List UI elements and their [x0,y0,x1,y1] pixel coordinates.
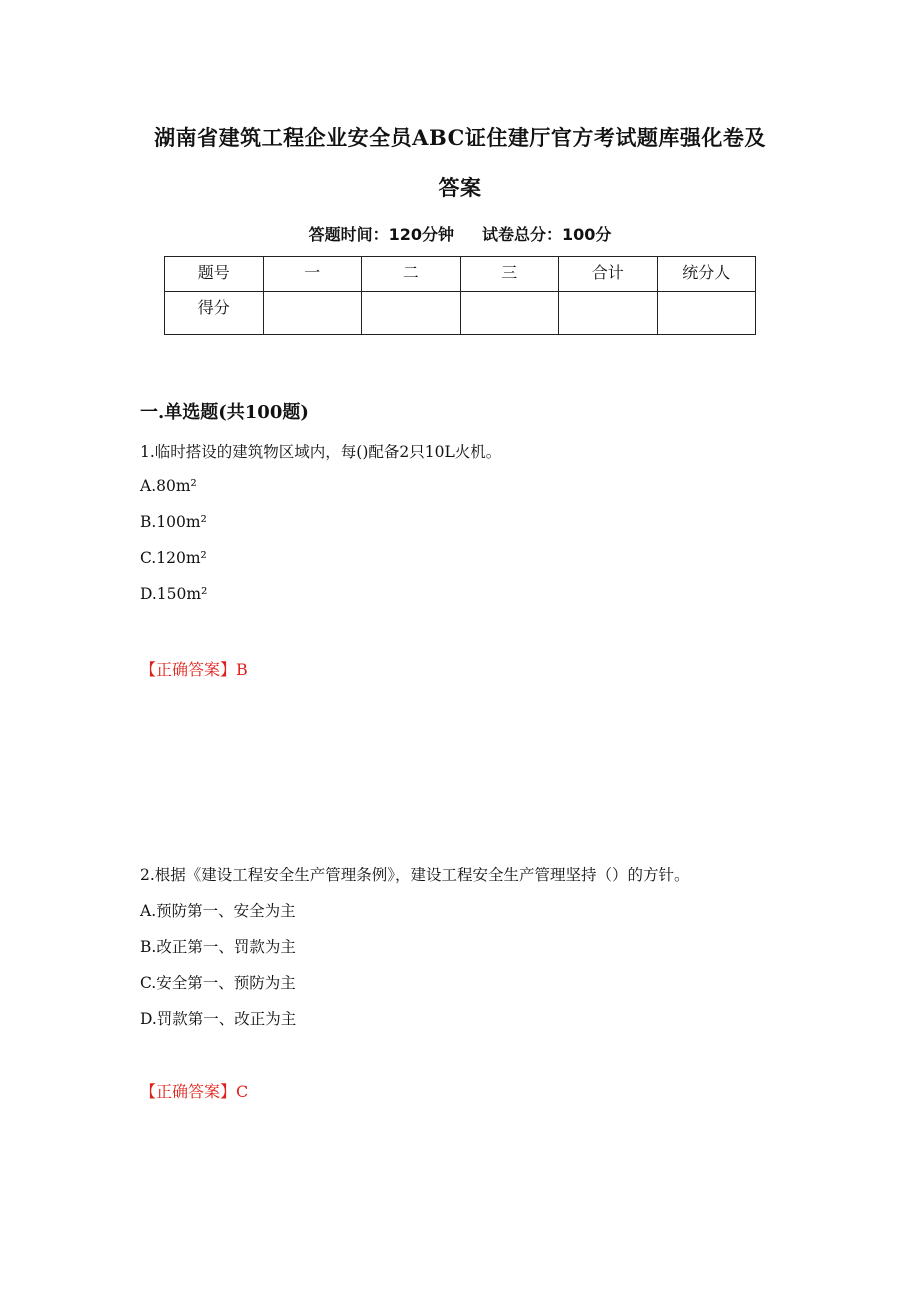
exam-duration: 答题时间：120分钟 [308,225,454,244]
score-cell-scorer [657,292,756,335]
score-cell-part-2 [362,292,461,335]
question-1-option-d: D.150m² [140,585,208,603]
header-cell-question-number: 题号 [165,257,264,292]
score-cell-total [559,292,658,335]
exam-total-score: 试卷总分：100分 [482,225,612,244]
question-2-option-a: A.预防第一、安全为主 [140,902,296,920]
score-table [164,256,756,335]
question-2-option-d: D.罚款第一、改正为主 [140,1010,297,1028]
header-cell-total: 合计 [559,257,658,292]
question-1-option-b: B.100m² [140,513,207,531]
question-1-option-a: A.80m² [140,477,197,495]
question-2-option-c: C.安全第一、预防为主 [140,974,296,992]
score-cell-part-1 [263,292,362,335]
row-label-score: 得分 [165,292,264,335]
header-cell-scorer: 统分人 [657,257,756,292]
score-table-header-row [165,257,756,292]
document-title-continued: 答案 [438,175,482,200]
score-cell-part-3 [460,292,559,335]
question-2-answer: 【正确答案】C [140,1082,249,1101]
score-table-score-row [165,292,756,335]
header-cell-part-1: 一 [263,257,362,292]
header-cell-part-3: 三 [460,257,559,292]
question-2-option-b: B.改正第一、罚款为主 [140,938,296,956]
section-title: 一.单选题(共100题) [140,402,309,423]
document-title: 湖南省建筑工程企业安全员ABC证住建厅官方考试题库强化卷及 [154,125,766,150]
question-1-option-c: C.120m² [140,549,207,567]
question-2-text: 2.根据《建设工程安全生产管理条例》，建设工程安全生产管理坚持（）的方针。 [140,866,690,884]
question-1-answer: 【正确答案】B [140,660,248,679]
header-cell-part-2: 二 [362,257,461,292]
exam-meta [0,222,920,245]
question-1-text: 1.临时搭设的建筑物区域内，每()配备2只10L火机。 [140,443,502,461]
